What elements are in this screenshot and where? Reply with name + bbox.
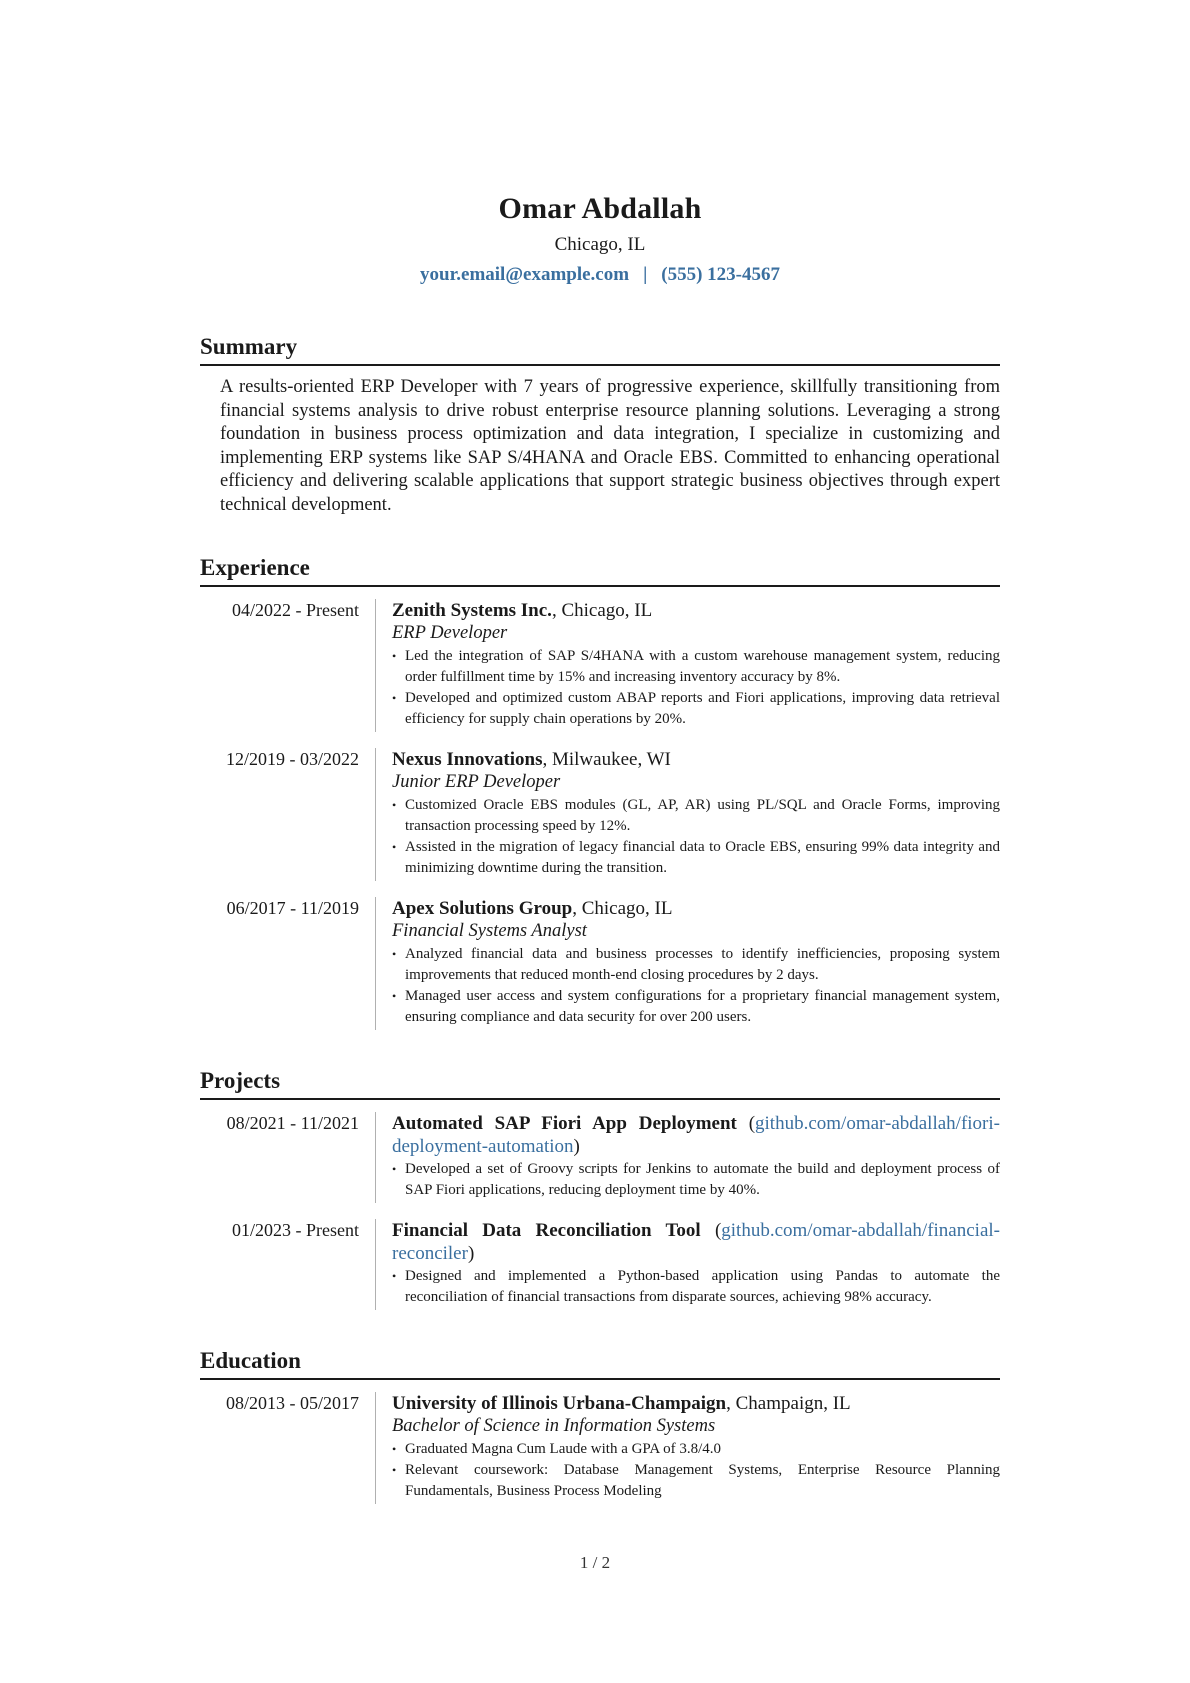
project-name: Automated SAP Fiori App Deployment: [392, 1113, 737, 1134]
contact-line: [200, 262, 1000, 288]
section-title-projects: Projects: [200, 1066, 1000, 1100]
summary-section: [200, 332, 1000, 517]
bullet-item: • Developed a set of Groovy scripts for Jenkins to automate the build and deployment process of SAP Fiori applications, reducing deployment time by 40%.: [392, 1159, 1000, 1201]
entry-degree: Bachelor of Science in Information Systems: [392, 1416, 716, 1436]
entry-location: , Chicago, IL: [551, 600, 653, 621]
education-section: [200, 1346, 1000, 1504]
entry-date: 08/2013 - 05/2017: [226, 1393, 359, 1413]
project-name: Financial Data Reconciliation Tool: [392, 1220, 701, 1241]
entry-date: 01/2023 - Present: [232, 1220, 359, 1240]
resume-page: [200, 0, 1000, 1504]
entry-title: [392, 748, 1000, 771]
project-entry: [200, 1219, 1000, 1310]
section-title-experience: Experience: [200, 553, 1000, 587]
email-link[interactable]: your.email@example.com: [420, 264, 630, 285]
entry-title: [392, 599, 1000, 622]
bullet-item: • Analyzed financial data and business processes to identify inefficiencies, proposing system improvements that reduced month-end closing procedures by 2 days.: [392, 944, 1000, 986]
page-number: 1 / 2: [579, 1553, 611, 1572]
phone-link[interactable]: (555) 123-4567: [661, 264, 780, 285]
project-title: Financial Data Reconciliation Tool (github.com/omar-abdallah/financial-reconciler): [392, 1220, 1000, 1264]
entry-title: [392, 1392, 1000, 1415]
contact-separator: |: [643, 264, 648, 285]
entry-bullets: [392, 1266, 1000, 1308]
candidate-location: Chicago, IL: [554, 234, 646, 255]
entry-bullets: [392, 1439, 1000, 1502]
entry-role: ERP Developer: [392, 623, 508, 643]
entry-title: [392, 897, 1000, 920]
entry-date: 06/2017 - 11/2019: [226, 898, 359, 918]
bullet-item: • Customized Oracle EBS modules (GL, AP, AR) using PL/SQL and Oracle Forms, improving transaction processing speed by 12%.: [392, 795, 1000, 837]
entry-body: [375, 897, 1000, 1030]
project-link[interactable]: github.com/omar-abdallah/financial-reconciler: [392, 1220, 1000, 1264]
entry-body: [375, 1219, 1000, 1310]
entry-body: [375, 599, 1000, 732]
section-title-education: Education: [200, 1346, 1000, 1380]
entry-location: , Champaign, IL: [726, 1393, 851, 1414]
bullet-item: • Designed and implemented a Python-based application using Pandas to automate the reconciliation of financial transactions from disparate sources, achieving 98% accuracy.: [392, 1266, 1000, 1308]
entry-date: 04/2022 - Present: [232, 600, 359, 620]
entry-organization: University of Illinois Urbana-Champaign: [392, 1393, 727, 1414]
entry-organization: Zenith Systems Inc.: [392, 600, 552, 621]
entry-organization: Nexus Innovations: [392, 749, 543, 770]
bullet-item: • Assisted in the migration of legacy financial data to Oracle EBS, ensuring 99% data integrity and minimizing downtime during the transition.: [392, 837, 1000, 879]
projects-section: [200, 1066, 1000, 1310]
experience-section: [200, 553, 1000, 1030]
project-link[interactable]: github.com/omar-abdallah/fiori-deployment-automation: [392, 1113, 1000, 1157]
resume-header: [200, 190, 1000, 288]
entry-role: Junior ERP Developer: [392, 772, 561, 792]
entry-body: [375, 1392, 1000, 1504]
bullet-item: • Developed and optimized custom ABAP reports and Fiori applications, improving data retrieval efficiency for supply chain operations by 20%.: [392, 688, 1000, 730]
entry-date: 12/2019 - 03/2022: [226, 749, 359, 769]
summary-text: A results-oriented ERP Developer with 7 years of progressive experience, skillfully transitioning from financial systems analysis to drive robust enterprise resource planning solutions. Leveraging a strong foundation in business process optimization and data integration, I specialize in customizing and implementing ERP systems like SAP S/4HANA and Oracle EBS. Committed to enhancing operational efficiency and delivering scalable applications that support strategic business objectives through expert technical development.: [220, 377, 1000, 515]
bullet-item: • Managed user access and system configurations for a proprietary financial management system, ensuring compliance and data security for over 200 users.: [392, 986, 1000, 1028]
experience-entry: [200, 599, 1000, 732]
entry-bullets: [392, 1159, 1000, 1201]
entry-location: , Chicago, IL: [572, 898, 673, 919]
entry-body: [375, 1112, 1000, 1203]
entry-bullets: [392, 795, 1000, 879]
section-title-summary: Summary: [200, 332, 1000, 366]
bullet-item: • Graduated Magna Cum Laude with a GPA of 3.8/4.0: [392, 1439, 1000, 1460]
candidate-name: Omar Abdallah: [498, 192, 702, 225]
project-entry: [200, 1112, 1000, 1203]
entry-date: 08/2021 - 11/2021: [226, 1113, 359, 1133]
experience-entry: [200, 897, 1000, 1030]
experience-entry: [200, 748, 1000, 881]
project-title: Automated SAP Fiori App Deployment (github.com/omar-abdallah/fiori-deployment-automation): [392, 1113, 1000, 1157]
bullet-item: • Relevant coursework: Database Management Systems, Enterprise Resource Planning Fundamentals, Business Process Modeling: [392, 1460, 1000, 1502]
entry-location: , Milwaukee, WI: [542, 749, 671, 770]
entry-role: Financial Systems Analyst: [392, 921, 587, 941]
education-entry: [200, 1392, 1000, 1504]
entry-organization: Apex Solutions Group: [392, 898, 573, 919]
entry-body: [375, 748, 1000, 881]
entry-bullets: [392, 944, 1000, 1028]
entry-bullets: [392, 646, 1000, 730]
bullet-item: • Led the integration of SAP S/4HANA with a custom warehouse management system, reducing order fulfillment time by 15% and increasing inventory accuracy by 8%.: [392, 646, 1000, 688]
